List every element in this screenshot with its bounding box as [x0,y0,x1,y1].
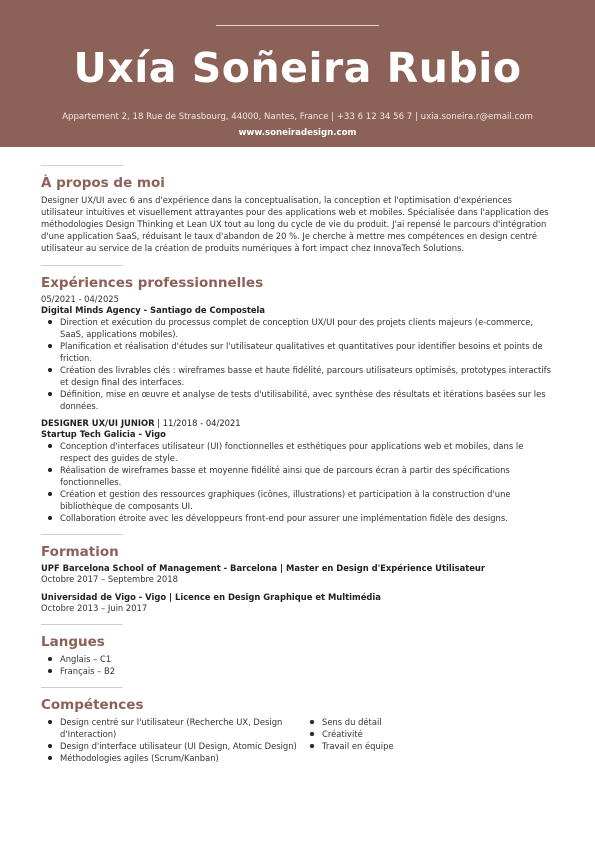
education-entry [41,563,556,585]
candidate-name: Uxía Soñeira Rubio [73,44,522,92]
list-item [41,665,556,677]
education-title: Formation [41,544,119,560]
skill-item: Design d'interface utilisateur (UI Design, Atomic Design) [60,741,297,751]
job-date: 05/2021 - 04/2025 [41,294,119,304]
website-link[interactable]: www.soneiradesign.com [238,128,357,138]
bullet-text: Réalisation de wireframes basse et moyenne fidélité ainsi que de parcours écran à partir des spécifications fonctionnelles. [60,465,510,487]
skill-item: Méthodologies agiles (Scrum/Kanban) [60,753,219,763]
bullet-icon [48,669,52,673]
bullet-icon [48,516,52,520]
job-date: | 11/2018 - 04/2021 [154,418,241,428]
skills-title: Compétences [41,697,144,713]
job-bullets [41,440,556,524]
bullet-text: Création des livrables clés : wireframes basse et haute fidélité, parcours utilisateurs optimisés, prototypes interactifs et design final des interfaces. [60,365,551,387]
skill-item: Créativité [322,729,363,739]
language-item: Anglais – C1 [60,654,112,664]
list-item [41,488,556,512]
job-entry [41,418,556,524]
list-item [41,752,303,764]
list-item [303,740,543,752]
section-divider [41,165,123,166]
list-item [303,716,543,728]
bullet-icon [48,344,52,348]
job-company: Digital Minds Agency - Santiago de Compostela [41,305,266,315]
skill-item: Sens du détail [322,717,382,727]
education-degree: Universidad de Vigo - Vigo | Licence en Design Graphique et Multimédia [41,592,381,602]
section-divider [41,624,123,625]
languages-title: Langues [41,634,105,650]
bullet-icon [48,444,52,448]
education-degree: UPF Barcelona School of Management - Barcelona | Master en Design d'Expérience Utilisateur [41,563,486,573]
job-company: Startup Tech Galicia - Vigo [41,429,166,439]
job-role: DESIGNER UX/UI JUNIOR [41,418,155,428]
bullet-icon [48,492,52,496]
section-divider [41,534,123,535]
list-item [41,316,556,340]
education-entry [41,592,556,614]
bullet-icon [48,744,52,748]
bullet-icon [48,320,52,324]
bullet-text: Définition, mise en œuvre et analyse de tests d'utilisabilité, avec synthèse des résultats et itérations basées sur les données. [60,389,546,411]
skill-item: Travail en équipe [322,741,394,751]
language-item: Français – B2 [60,666,116,676]
list-item [41,740,303,752]
header-divider [216,25,379,26]
job-role-line [41,418,556,429]
bullet-icon [48,720,52,724]
resume-header [0,0,595,147]
skills-list-technical [41,716,303,764]
list-item [41,653,556,665]
job-bullets [41,316,556,412]
skills-list-soft [303,716,543,764]
list-item [41,388,556,412]
list-item [303,728,543,740]
list-item [41,512,556,524]
section-divider [41,265,123,266]
list-item [41,340,556,364]
list-item [41,440,556,464]
bullet-text: Collaboration étroite avec les développeurs front-end pour assurer une implémentation fidèle des designs. [60,513,508,523]
list-item [41,464,556,488]
job-entry [41,294,556,412]
bullet-icon [48,756,52,760]
list-item [41,716,303,740]
skill-item: Design centré sur l'utilisateur (Recherche UX, Design d'Interaction) [60,717,283,739]
bullet-text: Direction et exécution du processus complet de conception UX/UI pour des projets clients majeurs (e-commerce, SaaS, applications mobiles). [60,317,534,339]
languages-list [41,653,556,677]
bullet-text: Planification et réalisation d'études sur l'utilisateur qualitatives et quantitatives pour identifier besoins et points de friction. [60,341,543,363]
about-text: Designer UX/UI avec 6 ans d'expérience dans la conceptualisation, la conception et l'optimisation d'expériences utilisateur intuitives et visuellement attrayantes pour des applications web et mobiles. Spécialisée dans l'application des méthodologies Design Thinking et Lean UX tout au long du cycle de vie du produit. J'ai repensé le parcours d'intégration d'une application SaaS, réduisant le taux d'abandon de 20 %. Je cherche à mettre mes compétences en design centré utilisateur au service de la création de produits numériques à fort impact chez InnovaTech Solutions. [41,195,549,253]
list-item [41,364,556,388]
resume-body [41,160,556,764]
bullet-icon [310,744,314,748]
about-title: À propos de moi [41,175,165,191]
experience-title: Expériences professionnelles [41,275,264,291]
bullet-icon [310,720,314,724]
contact-info: Appartement 2, 18 Rue de Strasbourg, 44000, Nantes, France | +33 6 12 34 56 7 | uxia.soneira.r@email.com [62,112,533,122]
bullet-icon [310,732,314,736]
bullet-icon [48,468,52,472]
bullet-icon [48,368,52,372]
bullet-text: Conception d'interfaces utilisateur (UI) fonctionnelles et esthétiques pour applications web et mobiles, dans le respect des guides de style. [60,441,524,463]
bullet-icon [48,657,52,661]
section-divider [41,687,123,688]
bullet-icon [48,392,52,396]
education-date: Octobre 2013 – Juin 2017 [41,603,148,613]
bullet-text: Création et gestion des ressources graphiques (icônes, illustrations) et participation à la construction d'une bibliothèque de composants UI. [60,489,511,511]
education-date: Octobre 2017 – Septembre 2018 [41,574,178,584]
skills-columns [41,716,556,764]
